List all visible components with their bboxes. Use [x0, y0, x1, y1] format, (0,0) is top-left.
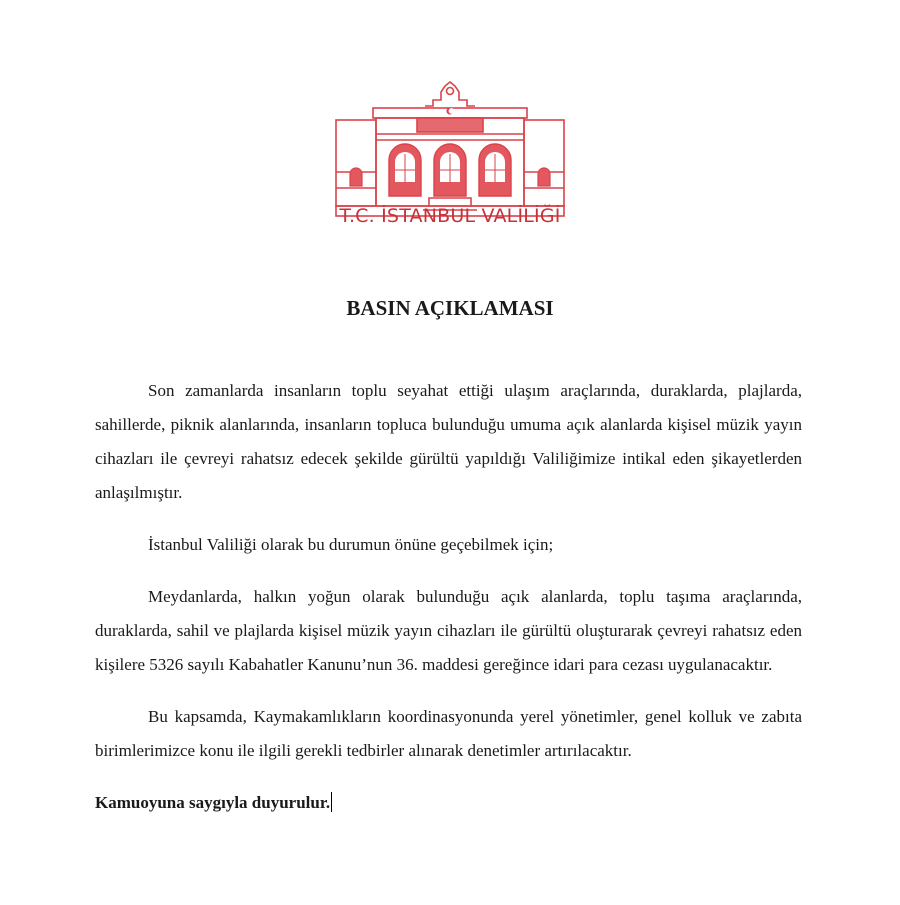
- paragraph-3: Meydanlarda, halkın yoğun olarak bulunduğu açık alanlarda, toplu taşıma araçlarında, duraklarda, sahil ve plajlarda kişisel müzik yayın cihazları ile gürültü oluşturarak çevreyi rahatsız eden kişilere 5326 sayılı Kabahatler Kanunu’nun 36. maddesi gereğince idari para cezası uygulanacaktır.: [95, 587, 802, 674]
- text-cursor: [331, 792, 332, 812]
- closing-text: Kamuoyuna saygıyla duyurulur.: [95, 793, 331, 812]
- logo-title: T.C. İSTANBUL VALİLİĞİ: [339, 205, 561, 227]
- document-body: [95, 374, 802, 838]
- paragraph-4: Bu kapsamda, Kaymakamlıkların koordinasyonunda yerel yönetimler, genel kolluk ve zabıta birimlerimizce konu ile ilgili gerekli tedbirler alınarak denetimler artırılacaktır.: [95, 707, 802, 760]
- closing-line[interactable]: [95, 786, 802, 820]
- paragraph-2: İstanbul Valiliği olarak bu durumun önüne geçebilmek için;: [148, 535, 554, 554]
- paragraph-1: Son zamanlarda insanların toplu seyahat ettiği ulaşım araçlarında, duraklarda, plajlarda, sahillerde, piknik alanlarında, insanların topluca bulunduğu umuma açık alanlarda kişisel müzik yayın cihazları ile çevreyi rahatsız edecek şekilde gürültü yapıldığı Valiliğimize intikal eden şikayetlerden anlaşılmıştır.: [95, 381, 802, 502]
- page-title: BASIN AÇIKLAMASI: [346, 296, 554, 320]
